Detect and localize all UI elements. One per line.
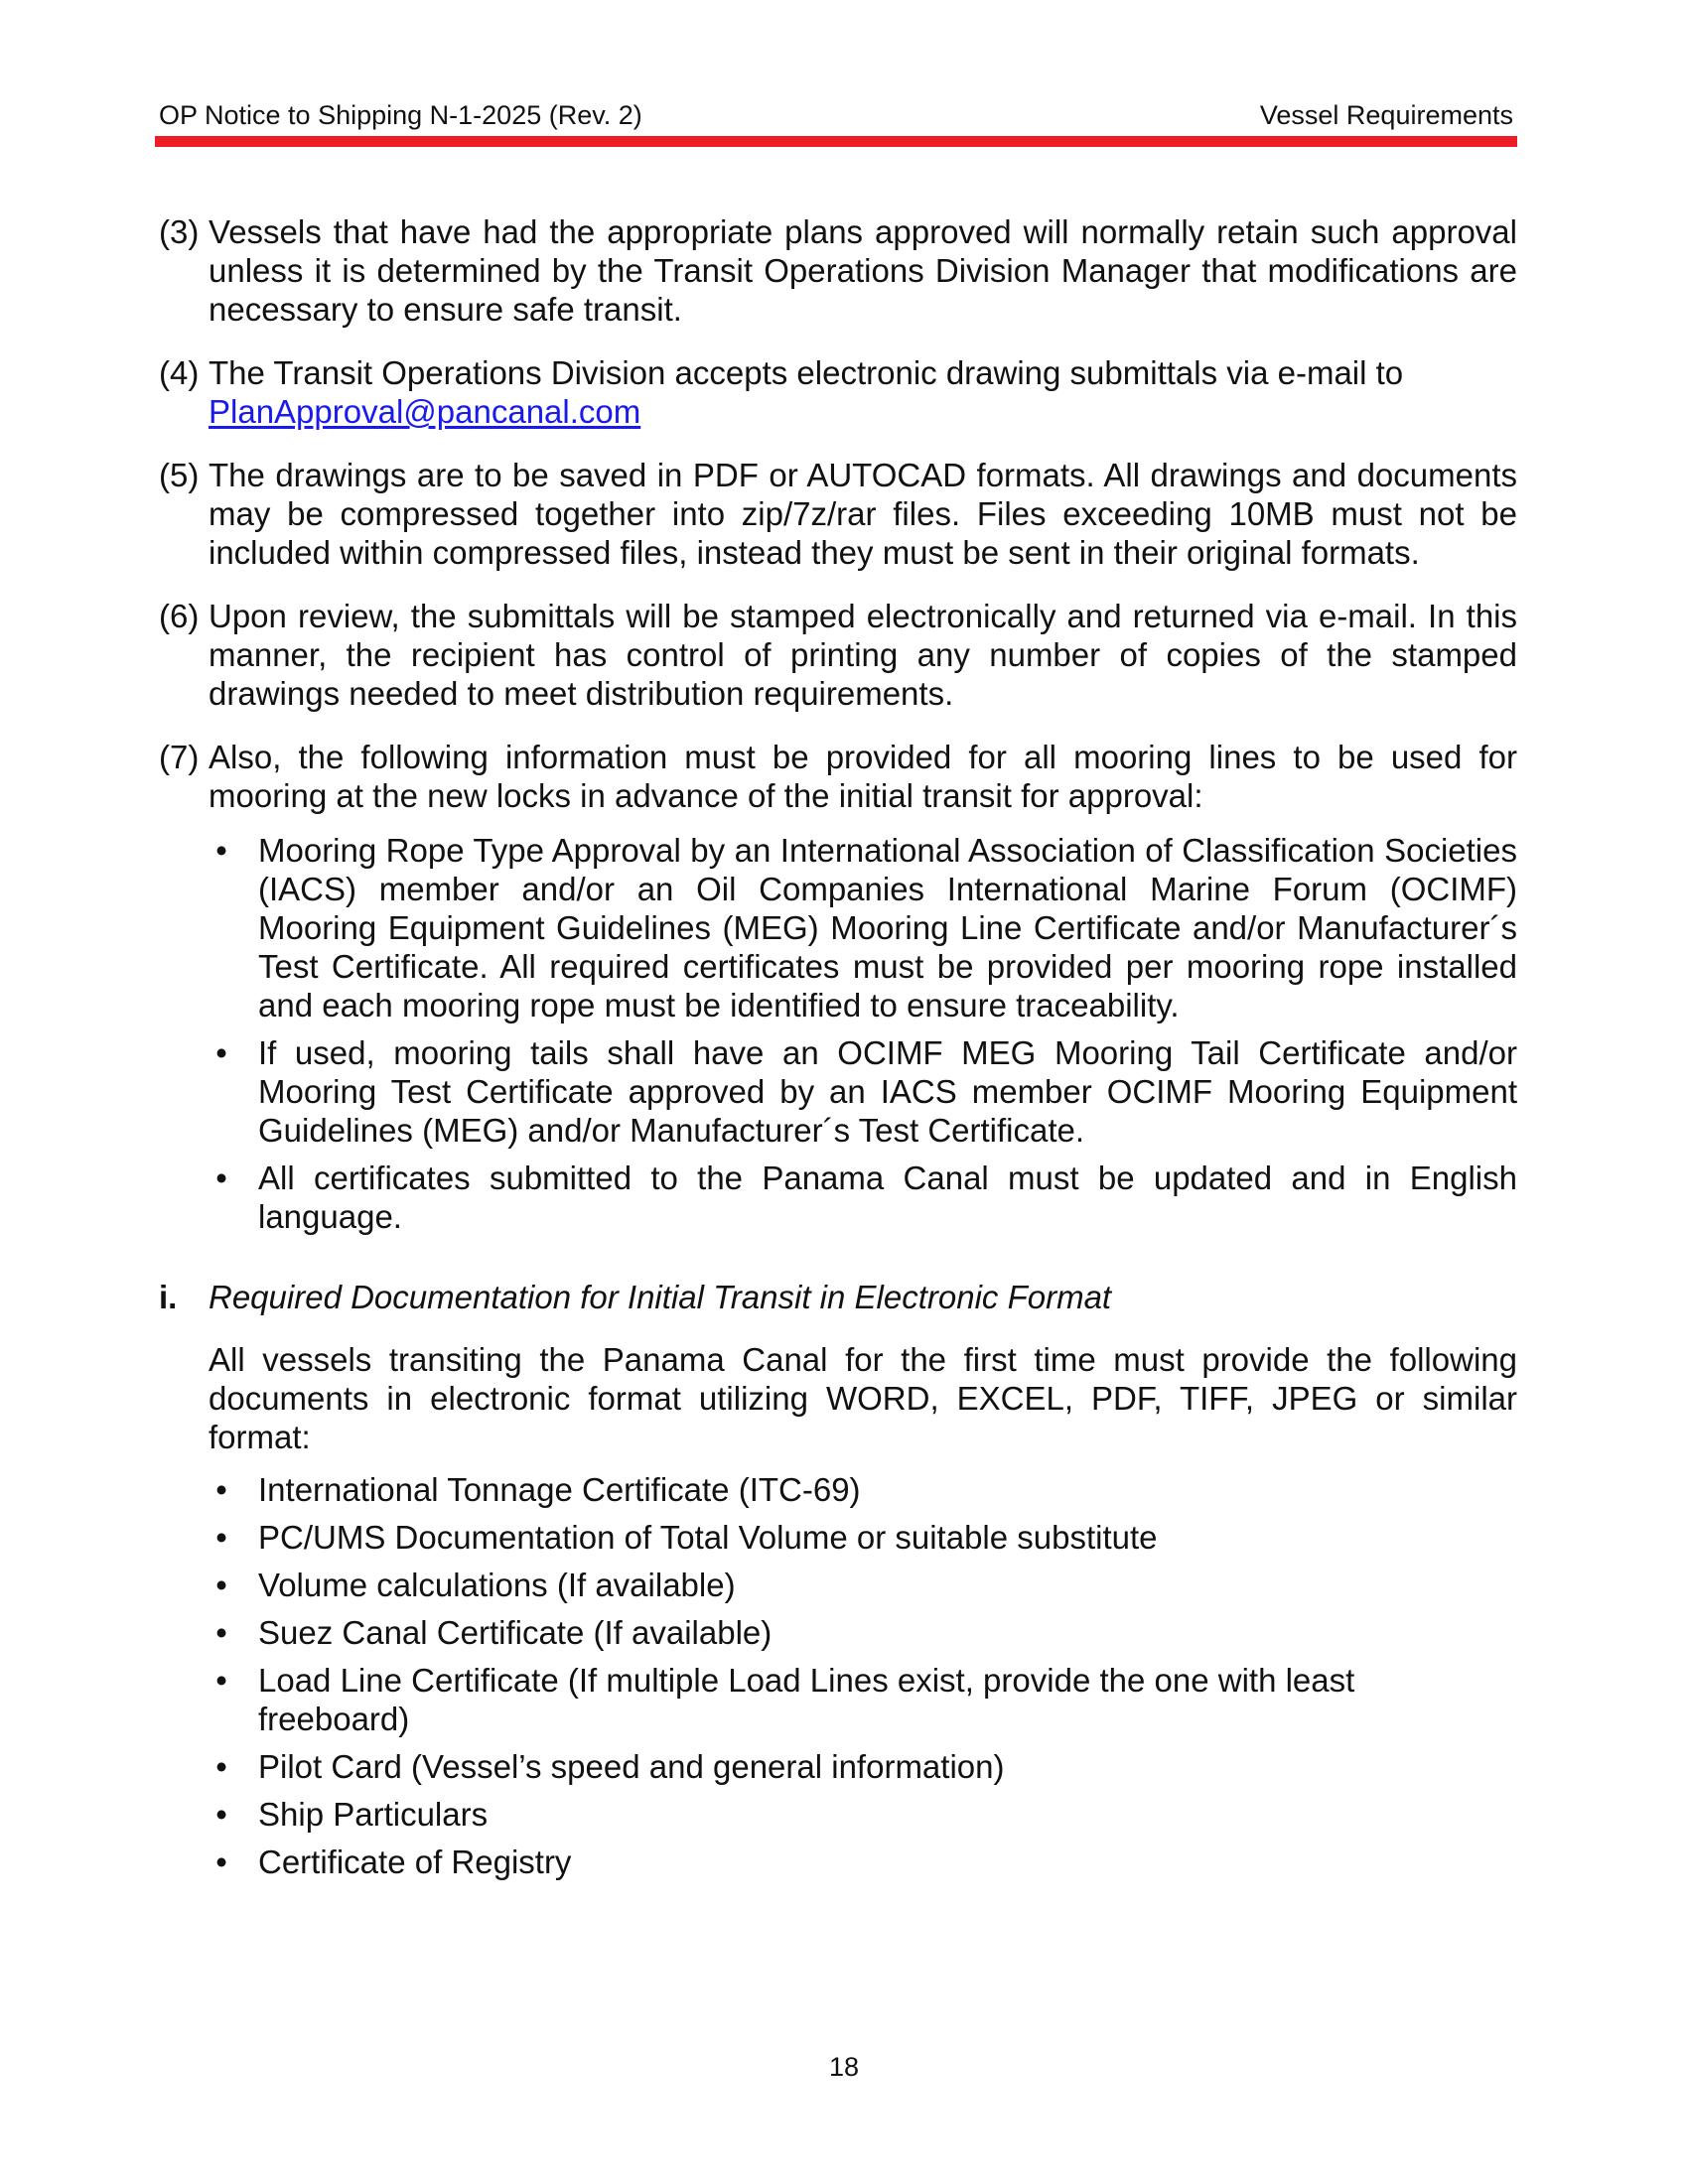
section-title: Required Documentation for Initial Transit in Electronic Format bbox=[209, 1279, 1112, 1315]
item-number: (7) bbox=[159, 739, 200, 775]
list-item-text: Pilot Card (Vessel’s speed and general information) bbox=[258, 1748, 1005, 1785]
list-item-text: Volume calculations (If available) bbox=[258, 1567, 736, 1603]
list-item bbox=[209, 1159, 1517, 1236]
list-item bbox=[209, 1518, 1517, 1557]
item-text: The drawings are to be saved in PDF or AUTOCAD formats. All drawings and documents may be compressed together into zip/7z/rar files. Files exceeding 10MB must not be included within compressed files, instead they must be sent in their original formats. bbox=[209, 457, 1517, 571]
item-text: Vessels that have had the appropriate plans approved will normally retain such approval unless it is determined by the Transit Operations Division Manager that modifications are necessary to ensure safe transit. bbox=[209, 213, 1517, 328]
list-item bbox=[209, 831, 1517, 1024]
numbered-item-6 bbox=[159, 597, 1517, 713]
item-number: (5) bbox=[159, 457, 200, 493]
list-item-text: Certificate of Registry bbox=[258, 1843, 572, 1880]
plan-approval-email-link[interactable]: PlanApproval@pancanal.com bbox=[209, 393, 641, 430]
list-item-text: Ship Particulars bbox=[258, 1796, 489, 1833]
bullet-icon: • bbox=[215, 1796, 227, 1833]
required-documents-list bbox=[209, 1470, 1517, 1881]
mooring-requirements-list bbox=[209, 831, 1517, 1236]
list-item-text: All certificates submitted to the Panama Canal must be updated and in English language. bbox=[258, 1160, 1517, 1235]
bullet-icon: • bbox=[215, 1519, 227, 1556]
numbered-item-3 bbox=[159, 212, 1517, 329]
list-item bbox=[209, 1613, 1517, 1652]
header-document-title: OP Notice to Shipping N-1-2025 (Rev. 2) bbox=[159, 100, 642, 130]
numbered-item-5 bbox=[159, 456, 1517, 572]
list-item-text: Mooring Rope Type Approval by an International Association of Classification Societies (IACS) member and/or an Oil Companies International Marine Forum (OCIMF) Mooring Equipment Guidelines (MEG) Mooring Line Certificate and/or Manufacturer´s Test Certificate. All required certificates must be provided per mooring rope installed and each mooring rope must be identified to ensure traceability. bbox=[258, 832, 1517, 1024]
section-letter: i. bbox=[159, 1279, 178, 1315]
bullet-icon: • bbox=[215, 832, 227, 869]
list-item bbox=[209, 1033, 1517, 1150]
bullet-icon: • bbox=[215, 1160, 227, 1196]
header-section-title: Vessel Requirements bbox=[1259, 100, 1513, 130]
list-item bbox=[209, 1795, 1517, 1834]
page-header bbox=[155, 97, 1517, 133]
item-number: (4) bbox=[159, 354, 200, 391]
item-text: Also, the following information must be provided for all mooring lines to be used for mooring at the new locks in advance of the initial transit for approval: bbox=[209, 739, 1517, 814]
bullet-icon: • bbox=[215, 1843, 227, 1880]
list-item bbox=[209, 1566, 1517, 1604]
numbered-item-4 bbox=[159, 353, 1517, 431]
list-item bbox=[209, 1747, 1517, 1786]
section-heading bbox=[159, 1278, 1517, 1316]
item-text: Upon review, the submittals will be stamped electronically and returned via e-mail. In this manner, the recipient has control of printing any number of copies of the stamped drawings needed to meet distribution requirements. bbox=[209, 598, 1517, 712]
document-body bbox=[159, 212, 1517, 1890]
bullet-icon: • bbox=[215, 1662, 227, 1699]
bullet-icon: • bbox=[215, 1471, 227, 1508]
list-item bbox=[209, 1843, 1517, 1881]
header-rule bbox=[155, 136, 1517, 147]
bullet-icon: • bbox=[215, 1614, 227, 1651]
numbered-item-7 bbox=[159, 738, 1517, 1236]
item-text bbox=[209, 353, 1517, 431]
list-item-text: If used, mooring tails shall have an OCIMF MEG Mooring Tail Certificate and/or Mooring Test Certificate approved by an IACS member OCIMF Mooring Equipment Guidelines (MEG) and/or Manufacturer´s Test Certificate. bbox=[258, 1034, 1517, 1149]
list-item bbox=[209, 1661, 1517, 1738]
page-number: 18 bbox=[828, 2052, 860, 2082]
item-text-body: The Transit Operations Division accepts electronic drawing submittals via e-mail to bbox=[209, 354, 1404, 391]
list-item bbox=[209, 1470, 1517, 1509]
list-item-text: International Tonnage Certificate (ITC-69) bbox=[258, 1471, 861, 1508]
item-number: (3) bbox=[159, 213, 200, 250]
bullet-icon: • bbox=[215, 1567, 227, 1603]
section-intro: All vessels transiting the Panama Canal for the first time must provide the following documents in electronic format utilizing WORD, EXCEL, PDF, TIFF, JPEG or similar format: bbox=[209, 1341, 1517, 1455]
list-item-text: PC/UMS Documentation of Total Volume or suitable substitute bbox=[258, 1519, 1158, 1556]
list-item-text: Suez Canal Certificate (If available) bbox=[258, 1614, 773, 1651]
item-number: (6) bbox=[159, 598, 200, 634]
bullet-icon: • bbox=[215, 1748, 227, 1785]
bullet-icon: • bbox=[215, 1034, 227, 1071]
list-item-text: Load Line Certificate (If multiple Load Lines exist, provide the one with least freeboard) bbox=[258, 1662, 1355, 1737]
